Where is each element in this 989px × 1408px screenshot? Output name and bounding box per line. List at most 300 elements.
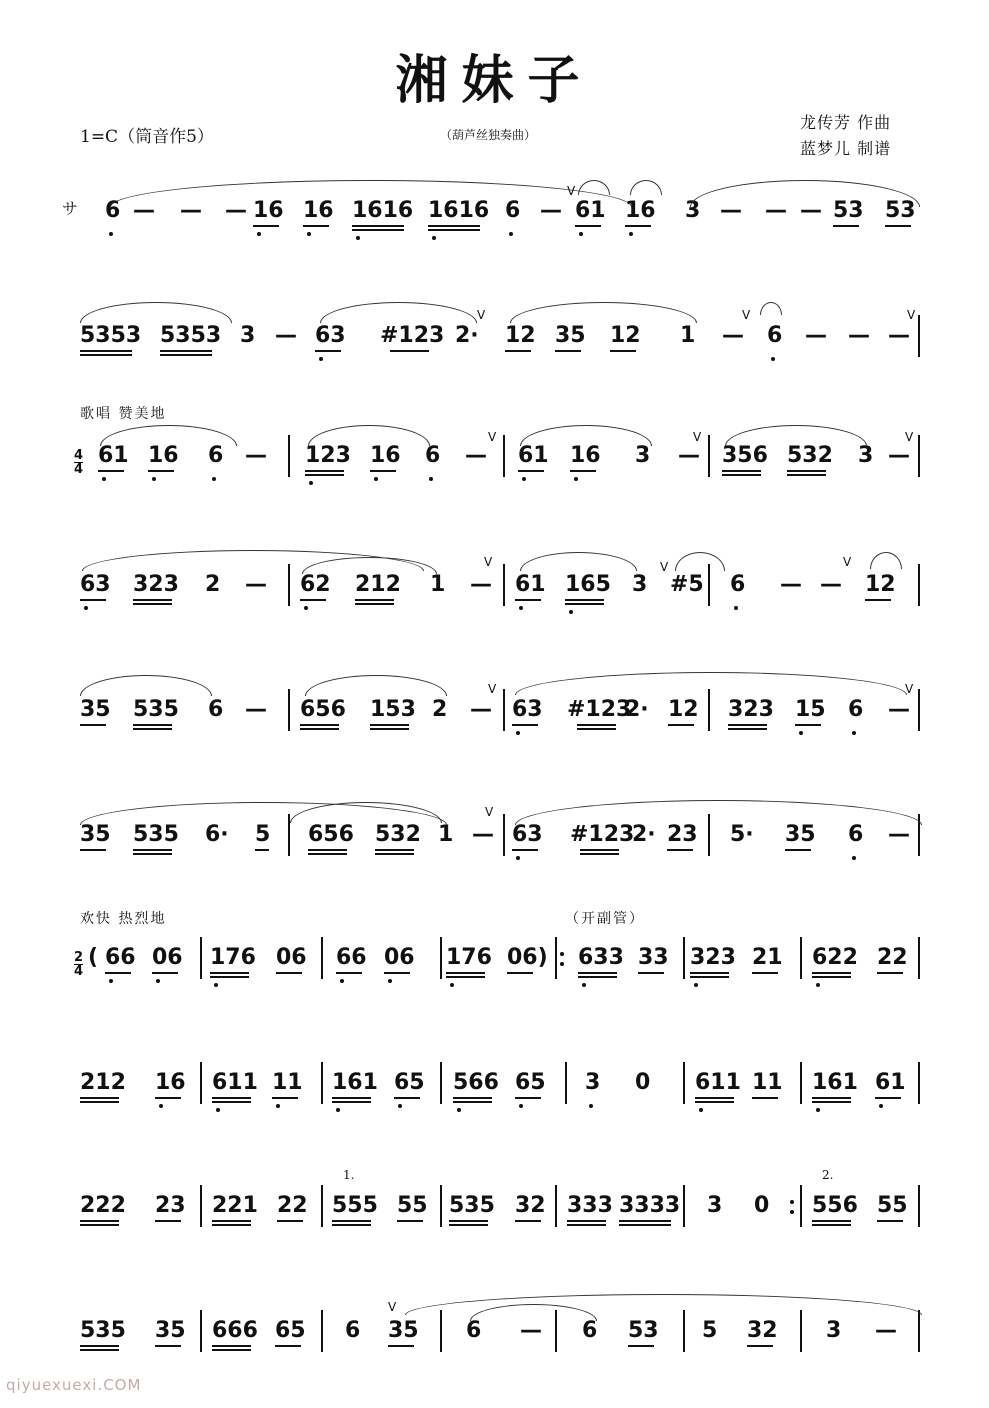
- low-octave-dot: [450, 983, 454, 987]
- dash-hold: —: [472, 822, 494, 847]
- rhythm-underline: [390, 350, 429, 352]
- note-group: 6: [848, 822, 864, 847]
- note-group: 1616: [428, 198, 490, 223]
- rhythm-underline: [668, 724, 694, 726]
- rhythm-underline: [352, 225, 404, 227]
- dash-hold: —: [520, 1318, 542, 1343]
- rhythm-underline: [332, 1097, 371, 1099]
- low-octave-dot: [852, 731, 856, 735]
- rhythm-underline: [155, 1220, 181, 1222]
- low-octave-dot: [304, 606, 308, 610]
- low-octave-dot: [799, 731, 803, 735]
- tempo-marking-1: 歌唱 赞美地: [80, 406, 167, 422]
- rhythm-underline: [277, 1220, 303, 1222]
- low-octave-dot: [522, 477, 526, 481]
- rhythm-underline: [518, 470, 544, 472]
- rhythm-underline: [812, 976, 851, 978]
- note-group: 65: [394, 1070, 425, 1095]
- note-group: 6: [582, 1318, 598, 1343]
- rhythm-underline: [98, 470, 124, 472]
- rhythm-underline: [877, 1220, 903, 1222]
- note-group: 16: [253, 198, 284, 223]
- bar-line: [918, 689, 920, 731]
- note-group: 65: [515, 1070, 546, 1095]
- time-sig-denominator: 4: [74, 462, 84, 477]
- rhythm-underline: [212, 1220, 251, 1222]
- note-group: 535: [133, 697, 179, 722]
- note-group: 161: [332, 1070, 378, 1095]
- note-group: 2: [205, 572, 221, 597]
- note-group: 35: [155, 1318, 186, 1343]
- slur-arc: [80, 675, 212, 696]
- note-group: 06): [507, 945, 548, 970]
- note-group: 535: [449, 1193, 495, 1218]
- rhythm-underline: [133, 603, 172, 605]
- rhythm-underline: [332, 1220, 371, 1222]
- note-group: 5353: [80, 323, 142, 348]
- note-group: 16: [625, 198, 656, 223]
- low-octave-dot: [319, 357, 323, 361]
- note-group: 22: [277, 1193, 308, 1218]
- note-group: 23: [667, 822, 698, 847]
- bar-line: [440, 1310, 442, 1352]
- rhythm-underline: [877, 972, 903, 974]
- note-group: 11: [272, 1070, 303, 1095]
- rhythm-underline: [212, 1097, 251, 1099]
- low-octave-dot: [519, 606, 523, 610]
- rhythm-underline: [515, 1220, 541, 1222]
- note-group: 221: [212, 1193, 258, 1218]
- rhythm-underline: [160, 354, 212, 356]
- low-octave-dot: [276, 1104, 280, 1108]
- breath-mark: V: [660, 560, 669, 574]
- note-group: 532: [787, 443, 833, 468]
- note-group: 16: [155, 1070, 186, 1095]
- note-group: 2·: [625, 697, 649, 722]
- rhythm-underline: [580, 849, 619, 851]
- rhythm-underline: [352, 229, 404, 231]
- rhythm-underline: [667, 849, 693, 851]
- bar-line: [800, 1310, 802, 1352]
- note-group: 12: [505, 323, 536, 348]
- note-group: 16: [303, 198, 334, 223]
- note-group: 633: [578, 945, 624, 970]
- breath-mark: V: [843, 555, 852, 569]
- rhythm-underline: [578, 976, 617, 978]
- bar-line: [800, 1185, 802, 1227]
- low-octave-dot: [816, 1108, 820, 1112]
- low-octave-dot: [374, 477, 378, 481]
- low-octave-dot: [388, 979, 392, 983]
- note-group: 0: [754, 1193, 770, 1218]
- note-group: 35: [80, 822, 111, 847]
- dash-hold: —: [465, 443, 487, 468]
- rhythm-underline: [577, 724, 616, 726]
- dash-hold: —: [225, 198, 247, 223]
- note-group: 3: [826, 1318, 842, 1343]
- note-group: 63: [512, 697, 543, 722]
- rhythm-underline: [80, 1224, 119, 1226]
- low-octave-dot: [569, 610, 573, 614]
- note-group: 165: [565, 572, 611, 597]
- note-group: 35: [80, 697, 111, 722]
- note-group: 53: [885, 198, 916, 223]
- note-group: 16: [570, 443, 601, 468]
- rhythm-underline: [512, 724, 538, 726]
- note-group: 1: [680, 323, 696, 348]
- rhythm-underline: [505, 350, 531, 352]
- repeat-dot: [790, 1200, 794, 1204]
- rhythm-underline: [133, 724, 172, 726]
- note-group: 555: [332, 1193, 378, 1218]
- bar-line: [321, 1062, 323, 1104]
- note-group: 61: [515, 572, 546, 597]
- note-group: #5: [670, 572, 704, 597]
- dash-hold: —: [540, 198, 562, 223]
- rhythm-underline: [152, 972, 178, 974]
- rhythm-underline: [212, 1349, 251, 1351]
- low-octave-dot: [816, 983, 820, 987]
- rhythm-underline: [308, 849, 347, 851]
- rhythm-underline: [812, 1097, 851, 1099]
- note-group: 53: [628, 1318, 659, 1343]
- low-octave-dot: [699, 1108, 703, 1112]
- bar-line: [321, 1310, 323, 1352]
- rhythm-underline: [785, 849, 811, 851]
- rhythm-underline: [336, 972, 362, 974]
- note-group: #123: [380, 323, 445, 348]
- note-group: 1616: [352, 198, 414, 223]
- low-octave-dot: [257, 232, 261, 236]
- rhythm-underline: [812, 1224, 851, 1226]
- low-octave-dot: [579, 232, 583, 236]
- note-group: 323: [728, 697, 774, 722]
- rhythm-underline: [690, 972, 729, 974]
- low-octave-dot: [574, 477, 578, 481]
- rhythm-underline: [515, 599, 541, 601]
- note-group: 11: [752, 1070, 783, 1095]
- rhythm-underline: [507, 972, 533, 974]
- rhythm-underline: [865, 599, 891, 601]
- rhythm-underline: [638, 972, 664, 974]
- rhythm-underline: [272, 1097, 298, 1099]
- rhythm-underline: [133, 599, 172, 601]
- bar-line: [918, 1185, 920, 1227]
- bar-line: [440, 1185, 442, 1227]
- rhythm-underline: [80, 354, 132, 356]
- dash-hold: —: [805, 323, 827, 348]
- note-group: 32: [515, 1193, 546, 1218]
- note-group: 622: [812, 945, 858, 970]
- note-group: #123: [570, 822, 635, 847]
- bar-line: [708, 689, 710, 731]
- note-group: 55: [877, 1193, 908, 1218]
- slur-arc: [725, 425, 867, 446]
- note-group: 2·: [632, 822, 656, 847]
- rhythm-underline: [303, 225, 329, 227]
- dash-hold: —: [820, 572, 842, 597]
- bar-line: [708, 435, 710, 477]
- breath-mark: V: [484, 555, 493, 569]
- dash-hold: —: [470, 572, 492, 597]
- rhythm-underline: [570, 470, 596, 472]
- rhythm-underline: [446, 972, 485, 974]
- bar-line: [200, 1062, 202, 1104]
- note-group: 33: [638, 945, 669, 970]
- note-group: 06: [384, 945, 415, 970]
- rhythm-underline: [133, 849, 172, 851]
- rhythm-underline: [300, 728, 339, 730]
- note-group: 53: [833, 198, 864, 223]
- rhythm-underline: [275, 1345, 301, 1347]
- note-group: 12: [610, 323, 641, 348]
- bar-line: [440, 1062, 442, 1104]
- bar-line: [321, 1185, 323, 1227]
- low-octave-dot: [771, 357, 775, 361]
- rhythm-underline: [812, 1220, 851, 1222]
- note-group: 61: [875, 1070, 906, 1095]
- note-group: 06: [276, 945, 307, 970]
- rhythm-underline: [212, 1345, 251, 1347]
- rhythm-underline: [787, 474, 826, 476]
- arranger-credit: 蓝梦儿 制谱: [800, 139, 892, 158]
- note-group: 3: [585, 1070, 601, 1095]
- rhythm-underline: [276, 972, 302, 974]
- rhythm-underline: [565, 603, 604, 605]
- slur-arc: [578, 180, 610, 195]
- low-octave-dot: [457, 1108, 461, 1112]
- dash-hold: —: [720, 198, 742, 223]
- note-group: 35: [388, 1318, 419, 1343]
- rhythm-underline: [565, 599, 604, 601]
- note-group: 3: [707, 1193, 723, 1218]
- low-octave-dot: [852, 856, 856, 860]
- note-group: 55: [397, 1193, 428, 1218]
- dash-hold: —: [888, 697, 910, 722]
- rhythm-underline: [812, 1101, 851, 1103]
- low-octave-dot: [398, 1104, 402, 1108]
- rhythm-underline: [133, 728, 172, 730]
- note-group: 06: [152, 945, 183, 970]
- note-group: 356: [722, 443, 768, 468]
- low-octave-dot: [432, 236, 436, 240]
- bar-line: [555, 937, 557, 979]
- note-group: 153: [370, 697, 416, 722]
- note-group: 12: [865, 572, 896, 597]
- note-group: 6: [105, 198, 121, 223]
- bar-line: [555, 1185, 557, 1227]
- note-group: 212: [80, 1070, 126, 1095]
- note-group: 176: [210, 945, 256, 970]
- rhythm-underline: [80, 1101, 119, 1103]
- rhythm-underline: [332, 1101, 371, 1103]
- breath-mark: V: [905, 682, 914, 696]
- rhythm-underline: [394, 1097, 420, 1099]
- rhythm-underline: [370, 724, 409, 726]
- rhythm-underline: [567, 1224, 606, 1226]
- bar-line: [288, 689, 290, 731]
- low-octave-dot: [336, 1108, 340, 1112]
- slur-arc: [630, 180, 662, 195]
- free-meter-marker: サ: [62, 199, 79, 218]
- breath-mark: V: [488, 430, 497, 444]
- bar-line: [440, 937, 442, 979]
- rhythm-underline: [747, 1345, 773, 1347]
- note-group: 63: [512, 822, 543, 847]
- note-group: 5·: [730, 822, 754, 847]
- dash-hold: —: [470, 697, 492, 722]
- rhythm-underline: [575, 225, 601, 227]
- rhythm-underline: [355, 603, 394, 605]
- note-group: 6: [425, 443, 441, 468]
- time-signature-4-4: [74, 449, 83, 476]
- rhythm-underline: [722, 474, 761, 476]
- note-group: 0: [635, 1070, 651, 1095]
- rhythm-underline: [300, 599, 326, 601]
- low-octave-dot: [694, 983, 698, 987]
- rhythm-underline: [578, 972, 617, 974]
- low-octave-dot: [84, 606, 88, 610]
- breath-mark: V: [693, 430, 702, 444]
- note-group: 5: [702, 1318, 718, 1343]
- rhythm-underline: [305, 474, 344, 476]
- rhythm-underline: [428, 225, 480, 227]
- note-group: 6: [505, 198, 521, 223]
- note-group: 16: [370, 443, 401, 468]
- rhythm-underline: [885, 225, 911, 227]
- note-group: 176: [446, 945, 492, 970]
- rhythm-underline: [80, 1349, 119, 1351]
- rhythm-underline: [580, 853, 619, 855]
- rhythm-underline: [308, 853, 347, 855]
- rhythm-underline: [610, 350, 636, 352]
- note-group: 65: [275, 1318, 306, 1343]
- rhythm-underline: [80, 1220, 119, 1222]
- rhythm-underline: [210, 972, 249, 974]
- time-sig-numerator: 2: [74, 950, 84, 965]
- repeat-dot: [560, 962, 564, 966]
- slur-arc: [870, 552, 902, 569]
- dash-hold: —: [800, 198, 822, 223]
- bar-line: [918, 435, 920, 477]
- slur-arc: [690, 180, 920, 207]
- note-group: 2: [432, 697, 448, 722]
- note-group: 6: [730, 572, 746, 597]
- slur-arc: [515, 672, 907, 695]
- low-octave-dot: [159, 1104, 163, 1108]
- bar-line: [918, 564, 920, 606]
- note-group: 6: [208, 697, 224, 722]
- rhythm-underline: [555, 350, 581, 352]
- rhythm-underline: [388, 1345, 414, 1347]
- rhythm-underline: [690, 976, 729, 978]
- breath-mark: V: [485, 805, 494, 819]
- bar-line: [503, 435, 505, 477]
- dash-hold: —: [888, 822, 910, 847]
- note-group: 611: [695, 1070, 741, 1095]
- dash-hold: —: [275, 323, 297, 348]
- bar-line: [918, 1062, 920, 1104]
- rhythm-underline: [105, 972, 131, 974]
- breath-mark: V: [488, 682, 497, 696]
- bar-line: [683, 1310, 685, 1352]
- bar-line: [683, 1062, 685, 1104]
- low-octave-dot: [629, 232, 633, 236]
- bar-line: [683, 937, 685, 979]
- rhythm-underline: [315, 350, 341, 352]
- rhythm-underline: [155, 1345, 181, 1347]
- slur-arc: [110, 180, 632, 207]
- rhythm-underline: [155, 1097, 181, 1099]
- rhythm-underline: [375, 853, 414, 855]
- rhythm-underline: [515, 1097, 541, 1099]
- note-group: (: [88, 945, 99, 970]
- rhythm-underline: [384, 972, 410, 974]
- low-octave-dot: [589, 1104, 593, 1108]
- bar-line: [503, 564, 505, 606]
- note-group: #123: [567, 697, 632, 722]
- note-group: 222: [80, 1193, 126, 1218]
- rhythm-underline: [397, 1220, 423, 1222]
- rhythm-underline: [695, 1097, 734, 1099]
- low-octave-dot: [429, 477, 433, 481]
- note-group: 62: [300, 572, 331, 597]
- note-group: 656: [300, 697, 346, 722]
- slur-arc: [675, 552, 725, 571]
- low-octave-dot: [879, 1104, 883, 1108]
- rhythm-underline: [619, 1220, 671, 1222]
- note-group: 6: [848, 697, 864, 722]
- note-group: 12: [668, 697, 699, 722]
- bar-line: [800, 937, 802, 979]
- instruction-second-pipe: （开副管）: [565, 911, 645, 927]
- composer-credit: 龙传芳 作曲: [800, 113, 892, 132]
- breath-mark: V: [905, 430, 914, 444]
- note-group: 123: [305, 443, 351, 468]
- rhythm-underline: [833, 225, 859, 227]
- note-group: 1: [430, 572, 446, 597]
- tempo-marking-2: 欢快 热烈地: [80, 911, 167, 927]
- note-group: 5: [255, 822, 271, 847]
- breath-mark: V: [742, 308, 751, 322]
- rhythm-underline: [370, 728, 409, 730]
- rhythm-underline: [577, 728, 616, 730]
- dash-hold: —: [888, 443, 910, 468]
- bar-line: [321, 937, 323, 979]
- dash-hold: —: [722, 323, 744, 348]
- rhythm-underline: [453, 1097, 492, 1099]
- low-octave-dot: [109, 979, 113, 983]
- note-group: 23: [155, 1193, 186, 1218]
- note-group: 556: [812, 1193, 858, 1218]
- rhythm-underline: [628, 1345, 654, 1347]
- time-sig-numerator: 4: [74, 448, 84, 463]
- bar-line: [503, 814, 505, 856]
- low-octave-dot: [516, 856, 520, 860]
- note-group: 6: [466, 1318, 482, 1343]
- low-octave-dot: [519, 1104, 523, 1108]
- low-octave-dot: [156, 979, 160, 983]
- repeat-dot: [560, 952, 564, 956]
- note-group: 6·: [205, 822, 229, 847]
- low-octave-dot: [340, 979, 344, 983]
- bar-line: [503, 689, 505, 731]
- note-group: 3: [240, 323, 256, 348]
- note-group: 61: [98, 443, 129, 468]
- slur-arc: [100, 425, 237, 446]
- rhythm-underline: [375, 849, 414, 851]
- breath-mark: V: [388, 1300, 397, 1314]
